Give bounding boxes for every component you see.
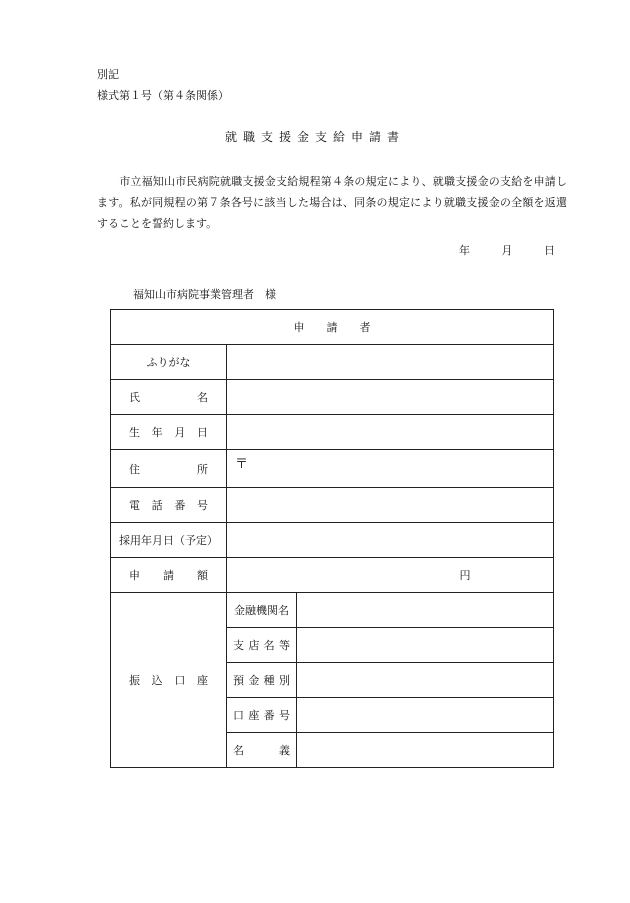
name-field[interactable] xyxy=(227,380,554,415)
date-day: 日 xyxy=(544,244,555,257)
branch-label: 支 店 名 等 xyxy=(227,628,297,663)
transfer-account-label: 振 込 口 座 xyxy=(111,593,227,768)
name-row xyxy=(111,380,554,415)
furigana-row xyxy=(111,345,554,380)
hire-date-row xyxy=(111,523,554,558)
account-number-label: 口 座 番 号 xyxy=(227,698,297,733)
date-month: 月 xyxy=(501,244,513,257)
address-label: 住 所 xyxy=(111,450,227,488)
holder-field[interactable] xyxy=(297,733,554,768)
furigana-label: ふりがな xyxy=(111,345,227,380)
appendix-label: 別記 xyxy=(97,68,119,81)
phone-field[interactable] xyxy=(227,488,554,523)
amount-row xyxy=(111,558,554,593)
date-year: 年 xyxy=(459,244,470,257)
applicant-header: 申 請 者 xyxy=(111,310,554,345)
amount-label: 申 請 額 xyxy=(111,558,227,593)
bank-name-label: 金融機関名 xyxy=(227,593,297,628)
birthdate-label: 生 年 月 日 xyxy=(111,415,227,450)
document-title: 就職支援金支給申請書 xyxy=(224,130,405,144)
account-number-field[interactable] xyxy=(297,698,554,733)
bank-row xyxy=(111,593,554,628)
bank-name-field[interactable] xyxy=(297,593,554,628)
body-paragraph-text: 市立福知山市民病院就職支援金支給規程第４条の規定により、就職支援金の支給を申請します。私が同規程の第７条各号に該当した場合は、同条の規定により就職支援金の全額を返還することを誓約します。 xyxy=(97,175,567,230)
holder-label: 名 義 xyxy=(227,733,297,768)
furigana-field[interactable] xyxy=(227,345,554,380)
hire-date-field[interactable] xyxy=(227,523,554,558)
birthdate-row xyxy=(111,415,554,450)
amount-field[interactable] xyxy=(227,558,554,593)
phone-row xyxy=(111,488,554,523)
birthdate-field[interactable] xyxy=(227,415,554,450)
deposit-type-label: 預 金 種 別 xyxy=(227,663,297,698)
phone-label: 電 話 番 号 xyxy=(111,488,227,523)
address-row xyxy=(111,450,554,488)
addressee: 福知山市病院事業管理者 様 xyxy=(133,288,276,301)
address-field[interactable] xyxy=(227,450,554,488)
branch-field[interactable] xyxy=(297,628,554,663)
deposit-type-field[interactable] xyxy=(297,663,554,698)
body-paragraph xyxy=(97,171,567,234)
yen-unit: 円 xyxy=(459,569,471,582)
application-table xyxy=(110,309,554,768)
table-header-row xyxy=(111,310,554,345)
form-number: 様式第１号（第４条関係） xyxy=(97,89,229,102)
hire-date-label: 採用年月日（予定） xyxy=(111,523,227,558)
name-label: 氏 名 xyxy=(111,380,227,415)
date-line xyxy=(459,242,555,258)
postal-mark: 〒 xyxy=(235,457,249,472)
